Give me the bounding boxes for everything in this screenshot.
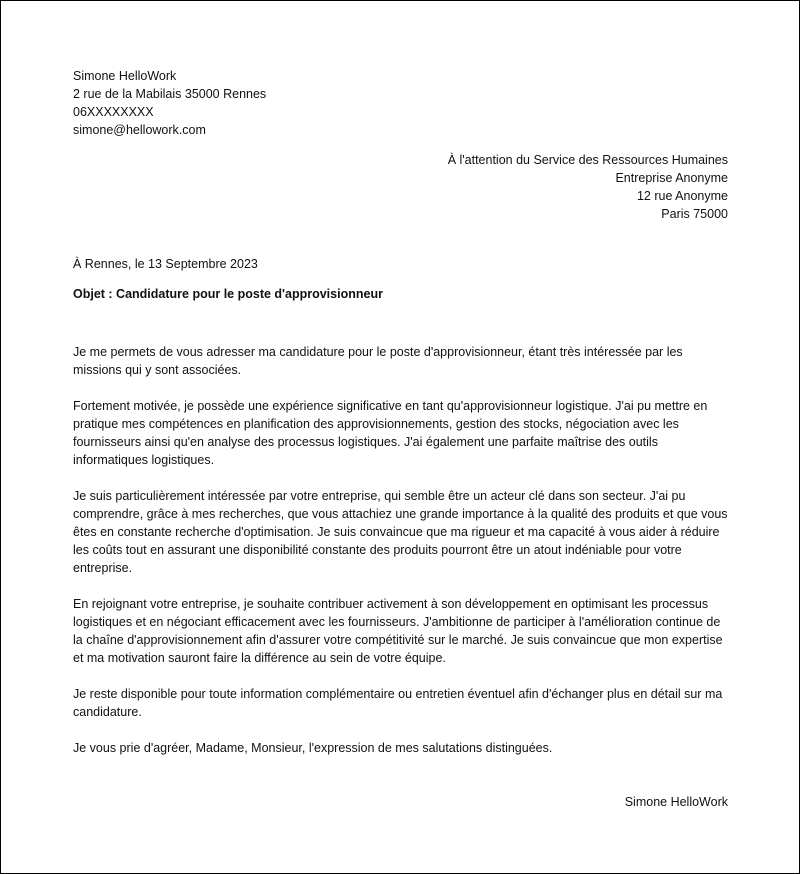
sender-email: simone@hellowork.com <box>73 123 206 137</box>
sender-phone: 06XXXXXXXX <box>73 105 154 119</box>
recipient-attention: À l'attention du Service des Ressources Humaines <box>447 153 728 167</box>
sender-address: 2 rue de la Mabilais 35000 Rennes <box>73 87 267 101</box>
recipient-company: Entreprise Anonyme <box>615 171 728 185</box>
subject-line: Objet : Candidature pour le poste d'approvisionneur <box>73 287 383 301</box>
sender-name: Simone HelloWork <box>73 69 177 83</box>
recipient-city: Paris 75000 <box>661 207 728 221</box>
recipient-block <box>448 151 728 223</box>
paragraph-intro: Je me permets de vous adresser ma candidature pour le poste d'approvisionneur, étant très intéressée par les missions qui y sont associées. <box>73 345 683 377</box>
paragraph-experience: Fortement motivée, je possède une expérience significative en tant qu'approvisionneur logistique. J'ai pu mettre en pratique mes compétences en planification des approvisionnements, gestion des stocks, négociation avec les fournisseurs ainsi qu'en analyse des processus logistiques. J'ai également une parfaite maîtrise des outils informatiques logistiques. <box>73 399 708 467</box>
recipient-street: 12 rue Anonyme <box>636 189 728 203</box>
signature: Simone HelloWork <box>624 795 728 809</box>
paragraph-contribution: En rejoignant votre entreprise, je souhaite contribuer activement à son développement en optimisant les processus logistiques et en négociant efficacement avec les fournisseurs. J'ambitionne de participer à l'amélioration continue de la chaîne d'approvisionnement afin d'assurer votre compétitivité sur le marché. Je suis convaincue que mon expertise et ma motivation sauront faire la différence au sein de votre équipe. <box>73 597 723 665</box>
letter-body <box>73 343 733 775</box>
paragraph-closing: Je vous prie d'agréer, Madame, Monsieur, l'expression de mes salutations distinguées. <box>73 741 553 755</box>
date-line: À Rennes, le 13 Septembre 2023 <box>73 257 258 271</box>
sender-block <box>73 67 266 139</box>
paragraph-company: Je suis particulièrement intéressée par votre entreprise, qui semble être un acteur clé dans son secteur. J'ai pu comprendre, grâce à mes recherches, que vous attachiez une grande importance à la qualité des produits et que vous êtes en constante recherche d'optimisation. Je suis convaincue que ma rigueur et ma capacité à vous aider à réduire les coûts tout en assurant une disponibilité constante des produits pourront être un atout indéniable pour votre entreprise. <box>73 489 728 575</box>
paragraph-availability: Je reste disponible pour toute information complémentaire ou entretien éventuel afin d'échanger plus en détail sur ma candidature. <box>73 687 723 719</box>
